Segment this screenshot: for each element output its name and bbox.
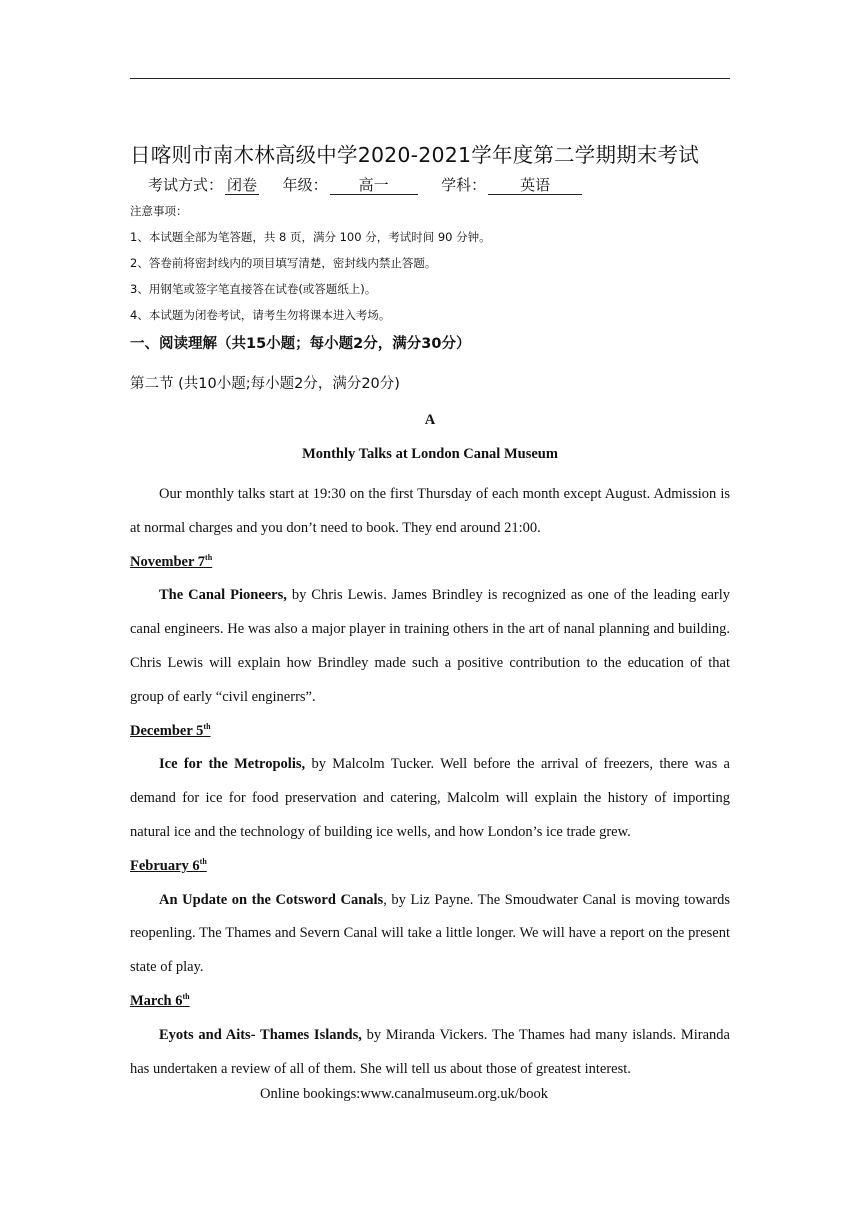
exam-mode-value: 闭卷 (227, 176, 258, 194)
exam-mode-label: 考试方式： (148, 176, 224, 194)
header-rule (130, 78, 730, 79)
exam-info-line (148, 174, 748, 195)
note-item: 1、本试题全部为笔答题，共 8 页，满分 100 分，考试时间 90 分钟。 (130, 230, 491, 244)
talk-paragraph: Ice for the Metropolis, by Malcolm Tucker. Well before the arrival of freezers, there was a demand for ice for food preservation and catering, Malcolm will explain the history of importing natural ice and the technology of building ice wells, and how London’s ice trade grew. (130, 756, 730, 840)
talk-date: March 6th (130, 991, 190, 1009)
subject-value: 英语 (488, 176, 582, 195)
note-item: 4、本试题为闭卷考试，请考生勿将课本进入考场。 (130, 308, 391, 322)
online-bookings-line: Online bookings:www.canalmuseum.org.uk/book (260, 1086, 548, 1102)
talk-title: Eyots and Aits- Thames Islands, (159, 1026, 362, 1043)
talk-date: November 7th (130, 552, 213, 570)
talk-paragraph: Eyots and Aits- Thames Islands, by Miranda Vickers. The Thames had many islands. Miranda has undertaken a review of all of them. She will tell us about those of greatest interest. (130, 1026, 730, 1077)
section-one-heading: 一、阅读理解（共15小题；每小题2分，满分30分） (130, 336, 471, 352)
talk-date: February 6th (130, 856, 207, 874)
talk-date: December 5th (130, 721, 211, 739)
talk-paragraph: An Update on the Cotsword Canals, by Liz Payne. The Smoudwater Canal is moving towards reopenling. The Thames and Severn Canal will take a little longer. We will have a report on the present state of play. (130, 891, 730, 976)
talk-title: The Canal Pioneers, (159, 587, 287, 604)
passage-letter: A (424, 412, 436, 428)
talk-title: Ice for the Metropolis, (159, 756, 306, 773)
note-item: 3、用钢笔或签字笔直接答在试卷(或答题纸上)。 (130, 282, 377, 296)
notes-heading: 注意事项： (130, 204, 188, 218)
note-item: 2、答卷前将密封线内的项目填写清楚，密封线内禁止答题。 (130, 256, 437, 270)
passage-title: Monthly Talks at London Canal Museum (302, 446, 558, 462)
passage-intro: Our monthly talks start at 19:30 on the first Thursday of each month except August. Admission is at normal charges and you don’t need to book. They end around 21:00. (130, 486, 730, 536)
section-two-heading: 第二节 (共10小题;每小题2分，满分20分) (130, 376, 400, 392)
passage-body (130, 478, 730, 1086)
exam-title: 日喀则市南木林高级中学2020-2021学年度第二学期期末考试 (130, 143, 699, 167)
talk-title: An Update on the Cotsword Canals (159, 891, 384, 908)
notes-block (130, 204, 730, 334)
grade-value: 高一 (330, 176, 418, 195)
grade-label: 年级： (282, 176, 328, 194)
subject-label: 学科： (441, 176, 487, 194)
talk-paragraph: The Canal Pioneers, by Chris Lewis. James Brindley is recognized as one of the leading early canal engineers. He was also a major player in training others in the art of nanal planning and building. Chris Lewis will explain how Brindley made such a positive contribution to the education of that group of early “civil enginerrs”. (130, 587, 730, 705)
